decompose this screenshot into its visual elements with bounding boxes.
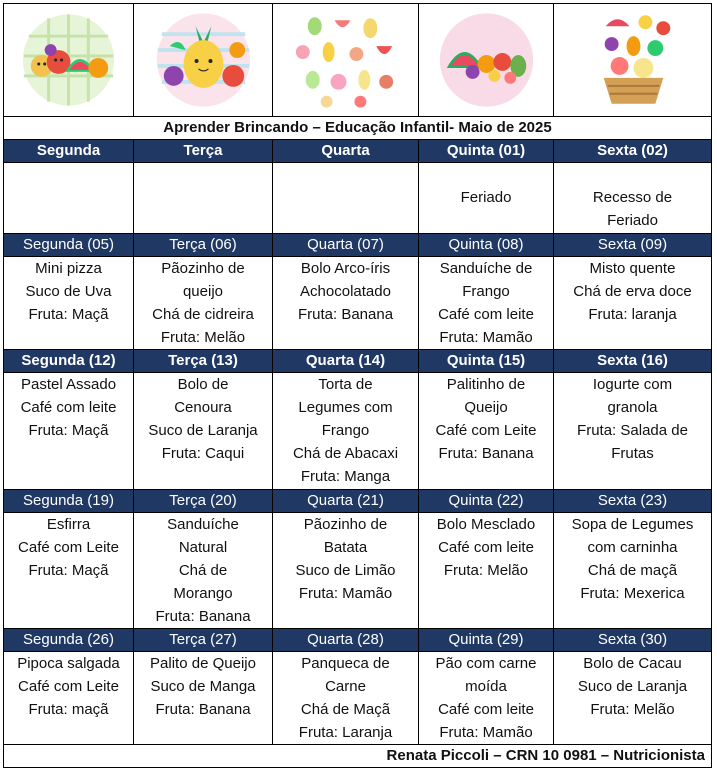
menu-item: Chá de erva doce xyxy=(573,283,692,300)
menu-item: Fruta: Mexerica xyxy=(580,585,685,602)
day-header: Quinta (01) xyxy=(419,140,554,163)
day-header: Terça (20) xyxy=(134,490,273,513)
menu-item: Chá de xyxy=(178,562,228,579)
day-header: Segunda (05) xyxy=(4,234,134,257)
menu-item: granola xyxy=(607,399,658,416)
menu-item: Fruta: Maçã xyxy=(28,562,109,579)
illustration-row xyxy=(4,4,712,117)
menu-item xyxy=(554,163,711,186)
menu-item: Achocolatado xyxy=(300,283,391,300)
day-menu-cell xyxy=(273,163,419,234)
day-header: Segunda xyxy=(4,140,134,163)
menu-item: Iogurte com xyxy=(592,376,673,393)
title-row xyxy=(4,117,712,140)
menu-item: Bolo Arco-íris xyxy=(300,260,391,277)
menu-item: moída xyxy=(465,678,507,695)
page-title: Aprender Brincando – Educação Infantil- Maio de 2025 xyxy=(4,117,712,140)
menu-item: Sanduíche xyxy=(167,516,239,533)
fruits-gingham-icon xyxy=(4,4,134,117)
menu-item: Panqueca de xyxy=(301,655,390,672)
day-header: Segunda (19) xyxy=(4,490,134,513)
day-header: Quarta (14) xyxy=(273,350,419,373)
menu-item: Café com leite xyxy=(438,306,534,323)
week-menu-row xyxy=(4,257,712,350)
day-header: Quinta (15) xyxy=(419,350,554,373)
day-menu-cell xyxy=(273,257,419,350)
day-header: Sexta (16) xyxy=(554,350,712,373)
menu-item: Fruta: laranja xyxy=(588,306,677,323)
day-menu-cell xyxy=(419,373,554,490)
menu-item: Frango xyxy=(321,422,370,439)
week-header-row xyxy=(4,629,712,652)
day-header: Sexta (30) xyxy=(554,629,712,652)
day-header: Quarta (21) xyxy=(273,490,419,513)
day-menu-cell xyxy=(554,513,712,629)
day-header: Quinta (08) xyxy=(419,234,554,257)
day-menu-cell xyxy=(4,513,134,629)
menu-item: Chá de cidreira xyxy=(152,306,254,323)
menu-item: Fruta: Mamão xyxy=(439,329,533,346)
menu-item: Carne xyxy=(325,678,366,695)
day-menu-cell xyxy=(554,652,712,745)
menu-item: Café com Leite xyxy=(435,422,537,439)
menu-item: Feriado xyxy=(460,189,512,206)
day-header: Terça (13) xyxy=(134,350,273,373)
day-menu-cell xyxy=(273,373,419,490)
menu-item: Fruta: Melão xyxy=(590,701,675,718)
week-menu-row xyxy=(4,513,712,629)
week-menu-row xyxy=(4,652,712,745)
day-menu-cell xyxy=(4,373,134,490)
week-header-row xyxy=(4,490,712,513)
menu-item: Fruta: Manga xyxy=(300,468,391,485)
week-menu-row xyxy=(4,373,712,490)
day-header: Sexta (23) xyxy=(554,490,712,513)
day-menu-cell xyxy=(4,257,134,350)
day-menu-cell xyxy=(134,373,273,490)
menu-item: Mini pizza xyxy=(35,260,102,277)
day-menu-cell xyxy=(419,163,554,234)
menu-item: Suco de Manga xyxy=(150,678,256,695)
menu-item: Pão com carne xyxy=(435,655,537,672)
day-header: Quinta (29) xyxy=(419,629,554,652)
menu-item: Natural xyxy=(178,539,228,556)
menu-item: Queijo xyxy=(464,399,508,416)
menu-item: Café com Leite xyxy=(18,539,119,556)
fruit-pattern-icon xyxy=(273,4,419,117)
day-menu-cell xyxy=(134,652,273,745)
day-header: Terça (06) xyxy=(134,234,273,257)
week-header-row xyxy=(4,234,712,257)
menu-item: Esfirra xyxy=(46,516,91,533)
menu-item: Torta de xyxy=(318,376,373,393)
day-header: Quarta (07) xyxy=(273,234,419,257)
menu-item: Sopa de Legumes xyxy=(571,516,694,533)
day-header: Terça (27) xyxy=(134,629,273,652)
day-menu-cell xyxy=(134,163,273,234)
day-menu-cell xyxy=(554,163,712,234)
menu-sheet xyxy=(3,3,711,767)
menu-item: Suco de Limão xyxy=(295,562,396,579)
menu-item: Fruta: Banana xyxy=(438,445,534,462)
day-menu-cell xyxy=(273,652,419,745)
menu-item: Bolo de xyxy=(177,376,229,393)
day-menu-cell xyxy=(134,513,273,629)
week-header-row xyxy=(4,350,712,373)
day-header: Terça xyxy=(134,140,273,163)
menu-item: Chá de Abacaxi xyxy=(292,445,399,462)
menu-item: Feriado xyxy=(607,212,658,229)
day-menu-cell xyxy=(4,652,134,745)
day-menu-cell xyxy=(419,652,554,745)
day-header: Sexta (02) xyxy=(554,140,712,163)
day-header: Sexta (09) xyxy=(554,234,712,257)
week-header-row xyxy=(4,140,712,163)
menu-item: Suco de Laranja xyxy=(577,678,688,695)
menu-item: Frango xyxy=(462,283,510,300)
menu-item: Misto quente xyxy=(589,260,676,277)
week-menu-row xyxy=(4,163,712,234)
menu-item: Bolo Mesclado xyxy=(436,516,536,533)
menu-item: Legumes com xyxy=(298,399,393,416)
day-header: Quarta (28) xyxy=(273,629,419,652)
menu-item: Fruta: Laranja xyxy=(298,724,393,741)
menu-item: Morango xyxy=(173,585,233,602)
day-menu-cell xyxy=(4,163,134,234)
menu-item: com carninha xyxy=(587,539,678,556)
menu-item: Café com leite xyxy=(20,399,117,416)
day-menu-cell xyxy=(419,257,554,350)
menu-item: Fruta: Caqui xyxy=(161,445,245,462)
day-header: Segunda (26) xyxy=(4,629,134,652)
menu-item: Fruta: Maçã xyxy=(28,422,109,439)
menu-table xyxy=(3,3,712,768)
menu-item: Fruta: Mamão xyxy=(298,585,393,602)
menu-item: Pastel Assado xyxy=(20,376,117,393)
menu-item: Suco de Uva xyxy=(25,283,112,300)
menu-item: Pipoca salgada xyxy=(17,655,120,672)
day-menu-cell xyxy=(134,257,273,350)
menu-item: Fruta: Banana xyxy=(297,306,394,323)
menu-item: Bolo de Cacau xyxy=(583,655,682,672)
day-header: Segunda (12) xyxy=(4,350,134,373)
menu-item: Fruta: Melão xyxy=(443,562,529,579)
menu-item: Chá de Maçã xyxy=(300,701,391,718)
footer-row xyxy=(4,745,712,768)
day-menu-cell xyxy=(273,513,419,629)
menu-item: Sanduíche de xyxy=(439,260,533,277)
day-menu-cell xyxy=(554,257,712,350)
day-menu-cell xyxy=(554,373,712,490)
menu-item: Fruta: Melão xyxy=(160,329,246,346)
pineapple-fruits-icon xyxy=(134,4,273,117)
menu-item: Frutas xyxy=(611,445,654,462)
menu-item: Fruta: Mamão xyxy=(439,724,533,741)
menu-item: Palito de Queijo xyxy=(150,655,256,672)
menu-item: Palitinho de xyxy=(446,376,526,393)
menu-item: Chá de maçã xyxy=(587,562,678,579)
menu-item: Fruta: maçã xyxy=(28,701,109,718)
menu-item xyxy=(419,163,553,186)
nutritionist-credit: Renata Piccoli – CRN 10 0981 – Nutricionista xyxy=(4,745,712,768)
menu-item: Fruta: Banana xyxy=(155,701,251,718)
menu-item: Café com leite xyxy=(438,701,534,718)
menu-item: Fruta: Banana xyxy=(155,608,251,625)
menu-item: Cenoura xyxy=(174,399,232,416)
menu-item: Fruta: Maçã xyxy=(28,306,109,323)
menu-item: Café com leite xyxy=(438,539,534,556)
menu-item: Pãozinho de xyxy=(161,260,245,277)
menu-item: queijo xyxy=(182,283,224,300)
menu-item: Suco de Laranja xyxy=(148,422,258,439)
menu-item: Batata xyxy=(323,539,368,556)
menu-item: Café com Leite xyxy=(18,678,119,695)
menu-item: Pãozinho de xyxy=(303,516,388,533)
menu-item: Recesso de xyxy=(592,189,673,206)
day-header: Quinta (22) xyxy=(419,490,554,513)
fruit-basket-icon xyxy=(554,4,712,117)
day-header: Quarta xyxy=(273,140,419,163)
fruit-row-icon xyxy=(419,4,554,117)
menu-item: Fruta: Salada de xyxy=(577,422,688,439)
day-menu-cell xyxy=(419,513,554,629)
